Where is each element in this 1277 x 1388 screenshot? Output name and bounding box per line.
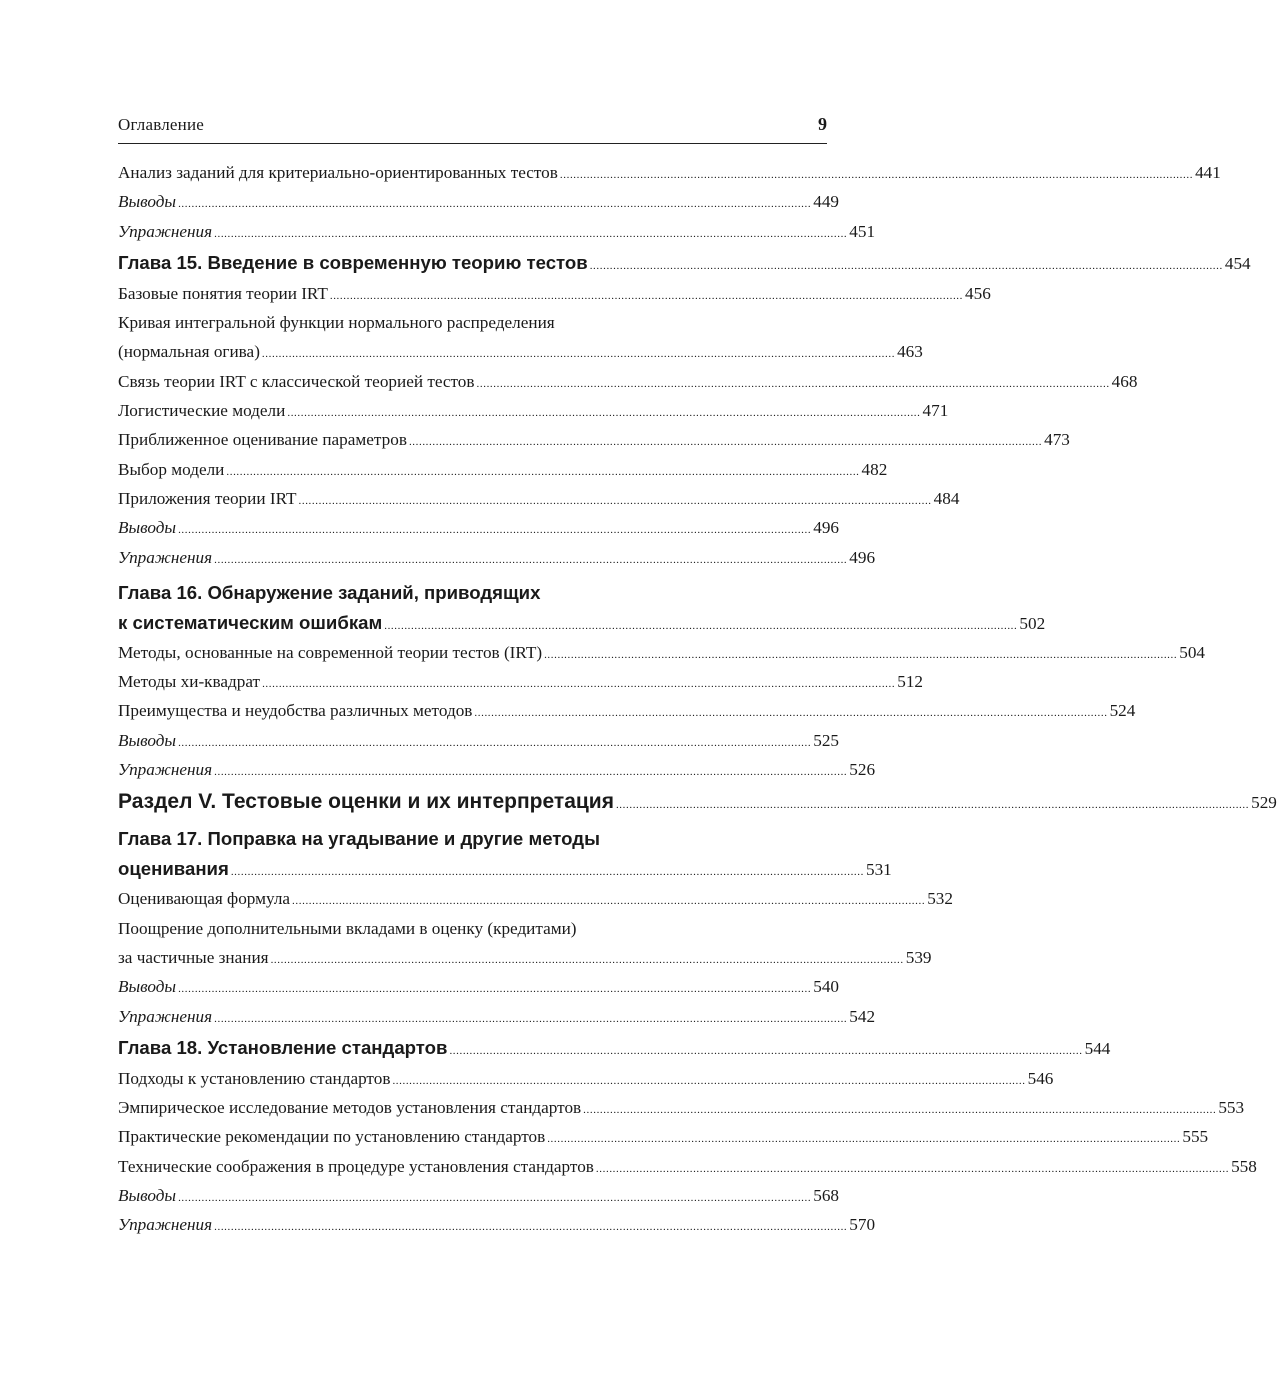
toc-entry-page: 456 <box>965 283 991 303</box>
leader-dots: ............................................................................................................................................................................................. <box>178 198 812 211</box>
toc-entry-page: 473 <box>1044 430 1070 450</box>
toc-part-title: Раздел V. Тестовые оценки и их интерпретация <box>118 790 614 814</box>
table-of-contents <box>118 158 1277 1240</box>
toc-chapter[interactable] <box>118 1031 1111 1064</box>
toc-entry-title: Упражнения <box>118 221 213 241</box>
toc-entry[interactable] <box>118 1064 1054 1093</box>
leader-dots: ............................................................................................................................................................................................. <box>392 1074 1026 1087</box>
toc-entry-page: 531 <box>865 860 892 880</box>
toc-chapter-title: оценивания <box>118 858 229 880</box>
toc-entry[interactable] <box>118 884 953 913</box>
toc-entry[interactable] <box>118 543 876 572</box>
toc-entry-page: 468 <box>1111 371 1138 391</box>
toc-entry[interactable] <box>118 158 1221 187</box>
toc-entry-title: Выбор модели <box>118 459 225 479</box>
toc-entry-title: Подходы к установлению стандартов <box>118 1068 391 1088</box>
leader-dots: ............................................................................................................................................................................................. <box>474 707 1108 720</box>
toc-entry-title: Связь теории IRT с классической теорией тестов <box>118 371 475 391</box>
toc-entry-title: Логистические модели <box>118 401 286 421</box>
toc-entry-page: 482 <box>861 459 888 479</box>
toc-entry-page: 532 <box>927 889 953 909</box>
toc-entry-page: 524 <box>1109 701 1136 721</box>
leader-dots: ............................................................................................................................................................................................. <box>214 1012 848 1025</box>
leader-dots: ............................................................................................................................................................................................. <box>547 1133 1181 1146</box>
toc-entry[interactable] <box>118 638 1206 667</box>
leader-dots: ............................................................................................................................................................................................. <box>449 1044 1083 1057</box>
toc-entry[interactable] <box>118 696 1136 725</box>
toc-entry-page: 570 <box>849 1215 876 1235</box>
toc-entry[interactable] <box>118 726 840 755</box>
toc-entry[interactable] <box>118 667 924 696</box>
toc-entry[interactable] <box>118 217 876 246</box>
toc-entry-page: 540 <box>813 977 840 997</box>
toc-chapter-first-line: Глава 17. Поправка на угадывание и другие методы <box>118 828 600 850</box>
toc-entry[interactable] <box>118 279 991 308</box>
leader-dots: ............................................................................................................................................................................................. <box>292 895 926 908</box>
toc-entry-page: 529 <box>1251 793 1277 813</box>
toc-chapter[interactable] <box>118 854 892 884</box>
toc-entry-title: Эмпирическое исследование методов установления стандартов <box>118 1098 582 1118</box>
toc-entry[interactable] <box>118 972 840 1001</box>
leader-dots: ............................................................................................................................................................................................. <box>261 348 896 361</box>
toc-entry-page: 539 <box>905 947 932 967</box>
toc-entry-title: Выводы <box>118 977 177 997</box>
toc-entry-title: Упражнения <box>118 1006 213 1026</box>
toc-entry-title: Выводы <box>118 730 177 750</box>
toc-chapter-title: Глава 15. Введение в современную теорию тестов <box>118 251 588 273</box>
leader-dots: ............................................................................................................................................................................................. <box>559 169 1194 181</box>
toc-chapter[interactable] <box>118 246 1251 279</box>
toc-entry[interactable] <box>118 513 840 542</box>
leader-dots: ............................................................................................................................................................................................. <box>595 1162 1230 1175</box>
toc-entry-page: 526 <box>849 760 876 780</box>
toc-entry-page: 558 <box>1231 1156 1257 1176</box>
leader-dots: ............................................................................................................................................................................................. <box>262 678 896 691</box>
leader-dots: ............................................................................................................................................................................................. <box>329 289 964 302</box>
toc-entry-page: 568 <box>813 1186 840 1206</box>
toc-entry[interactable] <box>118 484 960 513</box>
toc-entry-page: 525 <box>813 730 840 750</box>
toc-entry-first-line: Кривая интегральной функции нормального распределения <box>118 313 555 333</box>
leader-dots: ............................................................................................................................................................................................. <box>214 1221 848 1234</box>
toc-entry-page: 502 <box>1019 613 1046 633</box>
leader-dots: ............................................................................................................................................................................................. <box>178 983 812 996</box>
toc-entry[interactable] <box>118 367 1138 396</box>
leader-dots: ............................................................................................................................................................................................. <box>615 799 1250 812</box>
toc-entry-title: Базовые понятия теории IRT <box>118 283 328 303</box>
toc-entry-page: 454 <box>1224 253 1251 273</box>
toc-entry-first-line: Поощрение дополнительными вкладами в оценку (кредитами) <box>118 918 577 938</box>
toc-entry-title: за частичные знания <box>118 947 269 967</box>
toc-entry[interactable] <box>118 396 949 425</box>
toc-entry-page: 512 <box>897 672 924 692</box>
leader-dots: ............................................................................................................................................................................................. <box>287 407 921 420</box>
toc-entry-title: Выводы <box>118 1186 177 1206</box>
leader-dots: ............................................................................................................................................................................................. <box>214 553 848 566</box>
toc-entry[interactable] <box>118 455 888 484</box>
toc-entry[interactable] <box>118 425 1070 454</box>
toc-entry-title: Упражнения <box>118 760 213 780</box>
toc-entry-page: 463 <box>897 342 923 362</box>
leader-dots: ............................................................................................................................................................................................. <box>178 524 812 537</box>
toc-entry-page: 546 <box>1027 1068 1054 1088</box>
toc-chapter-title: к систематическим ошибкам <box>118 611 383 633</box>
toc-entry-title: Преимущества и неудобства различных методов <box>118 701 473 721</box>
toc-entry-title: Приложения теории IRT <box>118 488 297 508</box>
toc-entry-title: Анализ заданий для критериально-ориентированных тестов <box>118 163 558 182</box>
leader-dots: ............................................................................................................................................................................................. <box>214 227 848 240</box>
leader-dots: ............................................................................................................................................................................................. <box>214 766 848 779</box>
leader-dots: ............................................................................................................................................................................................. <box>544 648 1178 661</box>
toc-entry[interactable] <box>118 187 840 216</box>
toc-entry-title: (нормальная огива) <box>118 342 260 362</box>
leader-dots: ............................................................................................................................................................................................. <box>226 465 860 478</box>
toc-entry[interactable] <box>118 1122 1209 1151</box>
toc-entry-page: 441 <box>1195 163 1221 182</box>
leader-dots: ............................................................................................................................................................................................. <box>178 736 812 749</box>
leader-dots: ............................................................................................................................................................................................. <box>298 494 932 507</box>
toc-entry-title: Приближенное оценивание параметров <box>118 430 407 450</box>
toc-chapter-title: Глава 18. Установление стандартов <box>118 1036 448 1058</box>
leader-dots: ............................................................................................................................................................................................. <box>589 259 1223 272</box>
header-title: Оглавление <box>118 115 204 134</box>
toc-entry-page: 484 <box>933 488 960 508</box>
toc-entry-title: Выводы <box>118 192 177 212</box>
toc-entry-page: 542 <box>849 1006 876 1026</box>
toc-entry-page: 555 <box>1182 1127 1209 1147</box>
toc-entry-page: 544 <box>1084 1038 1111 1058</box>
toc-entry-title: Упражнения <box>118 547 213 567</box>
page-number: 9 <box>818 114 827 134</box>
toc-entry[interactable] <box>118 1002 876 1031</box>
toc-entry[interactable] <box>118 1210 876 1239</box>
toc-entry[interactable] <box>118 1152 1257 1181</box>
leader-dots: ............................................................................................................................................................................................. <box>230 866 864 879</box>
toc-entry-page: 496 <box>849 547 876 567</box>
toc-entry[interactable] <box>118 1181 840 1210</box>
toc-entry-title: Оценивающая формула <box>118 889 291 909</box>
toc-chapter[interactable] <box>118 608 1046 638</box>
toc-entry-title: Выводы <box>118 518 177 538</box>
leader-dots: ............................................................................................................................................................................................. <box>384 619 1018 632</box>
running-header <box>118 113 827 144</box>
toc-chapter-first-line: Глава 16. Обнаружение заданий, приводящих <box>118 581 541 603</box>
toc-entry-title: Упражнения <box>118 1215 213 1235</box>
leader-dots: ............................................................................................................................................................................................. <box>270 953 904 966</box>
toc-entry[interactable] <box>118 755 876 784</box>
toc-entry[interactable] <box>118 337 923 366</box>
toc-entry-page: 449 <box>813 192 840 212</box>
toc-entry-title: Технические соображения в процедуре установления стандартов <box>118 1156 594 1176</box>
toc-entry-title: Практические рекомендации по установлению стандартов <box>118 1127 546 1147</box>
toc-entry-page: 471 <box>922 401 949 421</box>
toc-entry-page: 504 <box>1179 642 1206 662</box>
leader-dots: ............................................................................................................................................................................................. <box>178 1192 812 1205</box>
toc-entry[interactable] <box>118 943 932 972</box>
toc-entry[interactable] <box>118 1093 1245 1122</box>
leader-dots: ............................................................................................................................................................................................. <box>583 1104 1217 1117</box>
leader-dots: ............................................................................................................................................................................................. <box>476 377 1110 390</box>
toc-entry-page: 553 <box>1218 1098 1245 1118</box>
toc-entry-title: Методы хи-квадрат <box>118 672 261 692</box>
toc-entry-page: 496 <box>813 518 840 538</box>
toc-entry-title: Методы, основанные на современной теории тестов (IRT) <box>118 642 543 662</box>
toc-entry-page: 451 <box>849 221 876 241</box>
toc-part[interactable] <box>118 784 1277 820</box>
leader-dots: ............................................................................................................................................................................................. <box>408 436 1043 449</box>
